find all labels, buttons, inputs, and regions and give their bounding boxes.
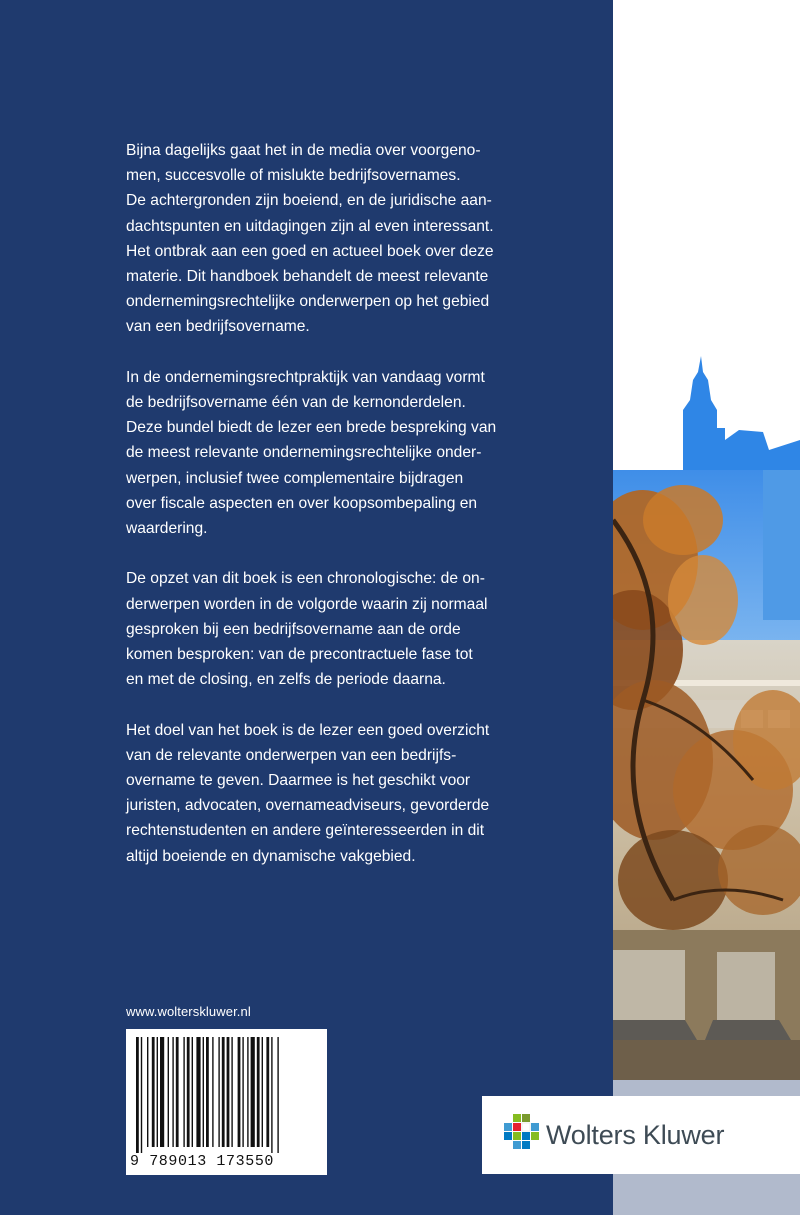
blurb-line: werpen, inclusief twee complementaire bijdragen	[126, 469, 464, 487]
barcode-bar	[277, 1037, 278, 1153]
barcode-bar	[136, 1037, 139, 1153]
barcode-bar	[218, 1037, 219, 1147]
publisher-name: Wolters Kluwer	[546, 1120, 725, 1150]
blurb-line: gesproken bij een bedrijfsovername aan de orde	[126, 620, 461, 638]
barcode-bar	[222, 1037, 225, 1147]
back-cover-blurb	[126, 138, 566, 894]
barcode-bar	[141, 1037, 142, 1153]
barcode-bar	[176, 1037, 179, 1147]
blurb-line: In de ondernemingsrechtpraktijk van vandaag vormt	[126, 368, 485, 386]
cover-photo-strip	[613, 0, 800, 1215]
blurb-line: Deze bundel biedt de lezer een brede bespreking van	[126, 419, 497, 437]
barcode-bar	[238, 1037, 241, 1147]
barcode-bar	[183, 1037, 184, 1147]
blurb-line: juristen, advocaten, overnameadviseurs, gevorderde	[126, 797, 490, 815]
barcode-bar	[152, 1037, 155, 1147]
publisher-website: www.wolterskluwer.nl	[126, 1004, 251, 1019]
barcode-bar	[157, 1037, 158, 1147]
blurb-line: Het ontbrak aan een goed en actueel boek over deze	[126, 242, 494, 260]
barcode-bar	[192, 1037, 193, 1147]
cover-photo-illustration	[613, 0, 800, 1215]
blurb-line: ondernemingsrechtelijke onderwerpen op het gebied	[126, 293, 490, 311]
blurb-line: Bijna dagelijks gaat het in de media over voorgeno-	[126, 142, 481, 159]
barcode-bar	[212, 1037, 213, 1147]
blurb-line: materie. Dit handboek behandelt de meest relevante	[126, 268, 489, 286]
blurb-line: de meest relevante ondernemingsrechtelijke onder-	[126, 444, 482, 462]
blurb-line: de bedrijfsovername één van de kernonderdelen.	[126, 394, 466, 412]
blurb-line: van een bedrijfsovername.	[126, 318, 310, 336]
barcode-bar	[206, 1037, 209, 1147]
barcode-bar	[203, 1037, 204, 1147]
barcode-bar	[242, 1037, 243, 1147]
blurb-line: rechtenstudenten en andere geïnteresseerden in dit	[126, 822, 485, 840]
barcode-bar	[266, 1037, 269, 1147]
barcode-bar	[160, 1037, 164, 1147]
barcode-bar	[147, 1037, 148, 1147]
barcode-bar	[187, 1037, 190, 1147]
blurb-line: Het doel van het boek is de lezer een goed overzicht	[126, 721, 490, 739]
blurb-line: De achtergronden zijn boeiend, en de juridische aan-	[126, 192, 492, 210]
barcode-bar	[196, 1037, 200, 1147]
blurb-line: altijd boeiende en dynamische vakgebied.	[126, 847, 416, 865]
barcode-bar	[168, 1037, 169, 1147]
barcode-bar	[172, 1037, 173, 1147]
blurb-line: over fiscale aspecten en over koopsombepaling en	[126, 494, 478, 512]
barcode-bar	[251, 1037, 255, 1147]
barcode-bar	[231, 1037, 232, 1147]
barcode-bar	[262, 1037, 263, 1147]
blurb-line: komen besproken: van de precontractuele fase tot	[126, 646, 473, 664]
blurb-line: waardering.	[126, 520, 208, 538]
blurb-line: dachtspunten en uitdagingen zijn al even interessant.	[126, 217, 494, 235]
barcode-bar	[257, 1037, 260, 1147]
publisher-logo	[482, 1096, 800, 1174]
barcode-bar	[271, 1037, 272, 1153]
blurb-paragraph-3	[126, 566, 566, 692]
isbn-barcode	[126, 1029, 327, 1175]
blurb-line: derwerpen worden in de volgorde waarin zij normaal	[126, 595, 488, 613]
blurb-line: van de relevante onderwerpen van een bedrijfs-	[126, 746, 457, 764]
barcode-bar	[247, 1037, 248, 1147]
blurb-line: men, succesvolle of mislukte bedrijfsovernames.	[126, 167, 461, 185]
isbn-digits: 9 789013 173550	[130, 1153, 275, 1170]
blurb-paragraph-1	[126, 138, 566, 340]
blurb-paragraph-2	[126, 365, 566, 541]
barcode-bar	[227, 1037, 230, 1147]
blurb-line: overname te geven. Daarmee is het geschikt voor	[126, 772, 471, 790]
wolters-kluwer-logo-icon	[501, 1114, 541, 1154]
blurb-line: De opzet van dit boek is een chronologische: de on-	[126, 570, 485, 588]
blurb-paragraph-4	[126, 718, 566, 869]
blurb-line: en met de closing, en zelfs de periode daarna.	[126, 671, 446, 689]
